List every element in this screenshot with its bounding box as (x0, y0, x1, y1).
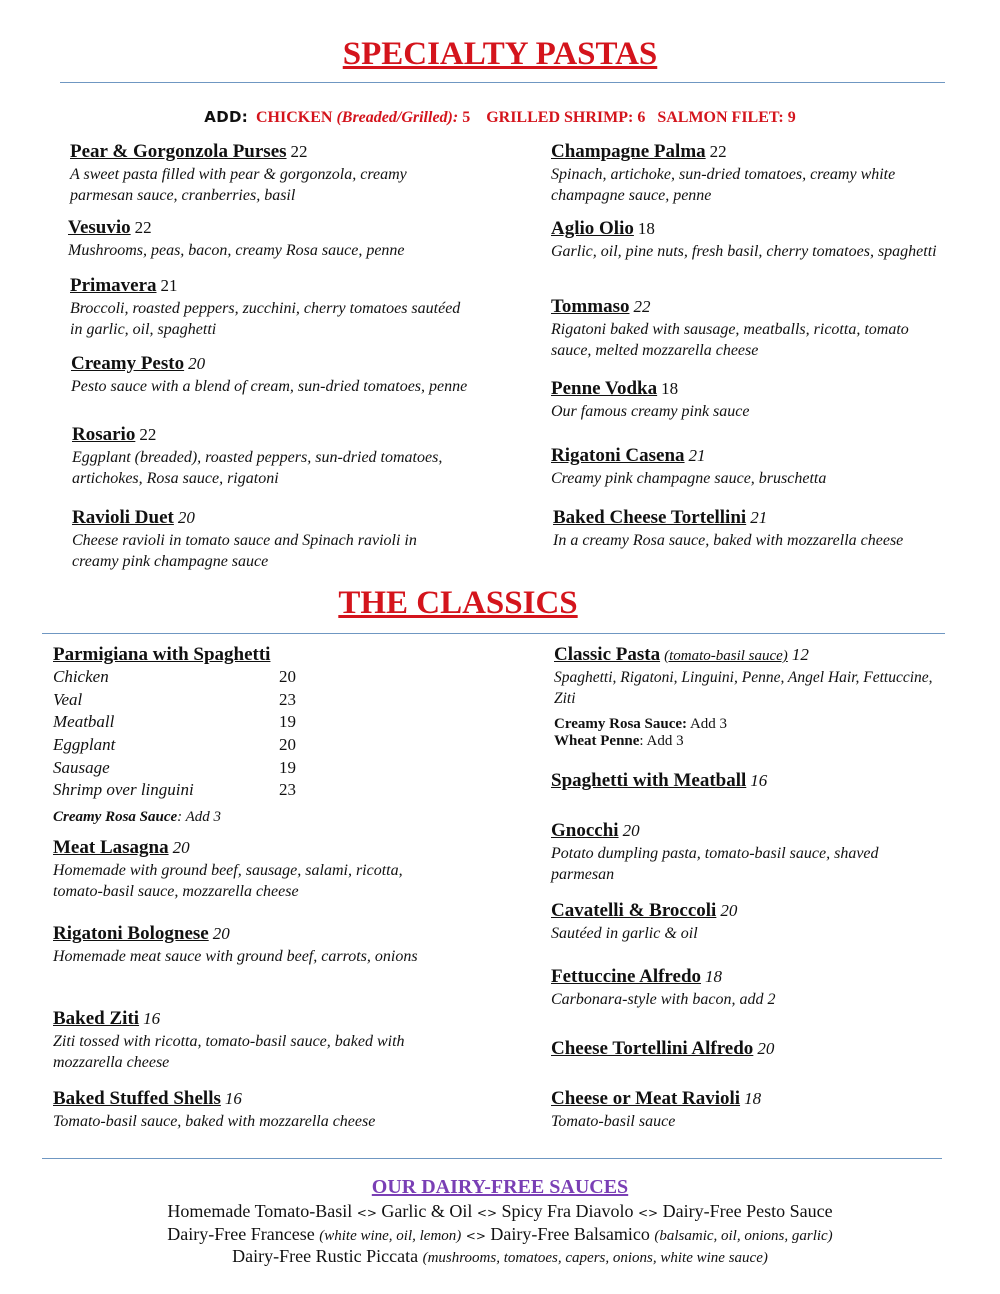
menu-item (553, 507, 953, 551)
item-desc: Spinach, artichoke, sun-dried tomatoes, creamy white champagne sauce, penne (551, 166, 896, 204)
item-price: 18 (744, 1089, 762, 1108)
row-price: 23 (279, 690, 296, 709)
menu-item (70, 275, 470, 340)
item-price: 18 (705, 967, 723, 986)
item-desc: Homemade meat sauce with ground beef, carrots, onions (53, 948, 418, 965)
row-label: Veal (53, 690, 83, 709)
sauce: Dairy-Free Pesto Sauce (662, 1201, 833, 1221)
item-name: Baked Ziti (53, 1008, 140, 1029)
menu-item (72, 424, 472, 489)
parmigiana-addon (53, 809, 221, 826)
row-label: Sausage (53, 758, 110, 777)
item-price: 16 (750, 771, 768, 790)
row-price: 23 (279, 780, 296, 799)
item-desc: In a creamy Rosa sauce, baked with mozzarella cheese (553, 532, 904, 549)
item-name: Fettuccine Alfredo (551, 966, 702, 987)
item-name: Primavera (70, 275, 157, 296)
sauce: Homemade Tomato-Basil (167, 1201, 353, 1221)
menu-item (68, 217, 468, 261)
item-desc: A sweet pasta filled with pear & gorgonzola, creamy parmesan sauce, cranberries, basil (70, 166, 407, 204)
parmigiana-row (53, 735, 313, 755)
menu-item (551, 445, 951, 489)
item-desc: Potato dumpling pasta, tomato-basil sauce, shaved parmesan (551, 845, 879, 883)
addon-value: : Add 3 (639, 733, 684, 749)
menu-item (71, 353, 471, 397)
sauce-note: (balsamic, oil, onions, garlic) (654, 1228, 833, 1244)
menu-item (551, 770, 951, 792)
menu-item (551, 820, 951, 885)
item-name: Classic Pasta (554, 644, 661, 665)
item-name: Spaghetti with Meatball (551, 770, 747, 791)
sauce: Garlic & Oil (381, 1201, 473, 1221)
item-price: 20 (188, 354, 206, 373)
parmigiana-row (53, 690, 313, 710)
specialty-title: SPECIALTY PASTAS (342, 36, 658, 72)
item-desc: Our famous creamy pink sauce (551, 403, 750, 420)
item-price: 16 (143, 1009, 161, 1028)
parmigiana-row (53, 667, 313, 687)
separator: <> (476, 1206, 497, 1220)
item-name: Rigatoni Bolognese (53, 923, 209, 944)
add-chicken-note: (Breaded/Grilled): (336, 109, 459, 126)
addon-label: Creamy Rosa Sauce (53, 809, 178, 825)
item-name: Champagne Palma (551, 141, 706, 162)
divider (42, 633, 945, 634)
menu-item (551, 900, 951, 944)
sauce-line (0, 1246, 1000, 1267)
item-price: 22 (139, 425, 157, 444)
item-price: 21 (688, 446, 706, 465)
item-name: Cheese or Meat Ravioli (551, 1088, 741, 1109)
item-desc: Broccoli, roasted peppers, zucchini, cherry tomatoes sautéed in garlic, oil, spaghetti (70, 300, 461, 338)
menu-item (551, 296, 951, 361)
sauce-note: (mushrooms, tomatoes, capers, onions, white wine sauce) (422, 1250, 768, 1266)
item-price: 20 (177, 508, 195, 527)
item-name: Meat Lasagna (53, 837, 169, 858)
item-desc: Creamy pink champagne sauce, bruschetta (551, 470, 827, 487)
item-desc: Sautéed in garlic & oil (551, 925, 698, 942)
parmigiana-title: Parmigiana with Spaghetti (53, 644, 271, 665)
item-desc: Pesto sauce with a blend of cream, sun-dried tomatoes, penne (71, 378, 468, 395)
separator: <> (638, 1206, 659, 1220)
menu-item (551, 218, 951, 262)
addon-label: Wheat Penne (554, 733, 640, 749)
row-label: Shrimp over linguini (53, 780, 194, 799)
menu-item (551, 378, 951, 422)
item-name: Pear & Gorgonzola Purses (70, 141, 287, 162)
add-chicken: CHICKEN (256, 109, 337, 126)
classic-pasta (554, 644, 934, 750)
item-desc: Tomato-basil sauce, baked with mozzarella cheese (53, 1113, 376, 1130)
sauce-line (0, 1201, 1000, 1222)
sauce-note: (white wine, oil, lemon) (319, 1228, 462, 1244)
add-label: ADD: (204, 108, 248, 126)
parmigiana-row (53, 758, 313, 778)
item-desc: Tomato-basil sauce (551, 1113, 676, 1130)
menu-item (551, 1038, 951, 1060)
sauce-line (0, 1224, 1000, 1245)
item-desc: Cheese ravioli in tomato sauce and Spinach ravioli in creamy pink champagne sauce (72, 532, 417, 570)
item-name: Creamy Pesto (71, 353, 185, 374)
sauce: Spicy Fra Diavolo (501, 1201, 634, 1221)
menu-item (72, 507, 472, 572)
row-label: Meatball (53, 712, 115, 731)
item-price: 20 (622, 821, 640, 840)
row-price: 20 (279, 735, 296, 754)
item-desc: Ziti tossed with ricotta, tomato-basil sauce, baked with mozzarella cheese (53, 1033, 405, 1071)
item-desc: Eggplant (breaded), roasted peppers, sun-dried tomatoes, artichokes, Rosa sauce, rigatoni (72, 449, 443, 487)
item-desc: Homemade with ground beef, sausage, salami, ricotta, tomato-basil sauce, mozzarella cheese (53, 862, 403, 900)
separator: <> (465, 1229, 486, 1243)
item-name: Baked Stuffed Shells (53, 1088, 221, 1109)
addon-value: : Add 3 (177, 809, 222, 825)
item-name: Penne Vodka (551, 378, 658, 399)
menu-item (53, 1008, 453, 1073)
divider (42, 1158, 942, 1159)
item-name: Baked Cheese Tortellini (553, 507, 747, 528)
add-salmon: SALMON FILET: 9 (657, 109, 796, 126)
parmigiana-row (53, 712, 313, 732)
item-name: Gnocchi (551, 820, 619, 841)
row-label: Eggplant (53, 735, 116, 754)
item-price: 18 (661, 379, 679, 398)
divider (60, 82, 945, 83)
item-desc: Spaghetti, Rigatoni, Linguini, Penne, Angel Hair, Fettuccine, Ziti (554, 669, 933, 707)
item-price: 20 (720, 901, 738, 920)
item-desc: Carbonara-style with bacon, add 2 (551, 991, 776, 1008)
menu-item (53, 1088, 453, 1132)
item-name: Rosario (72, 424, 136, 445)
row-price: 19 (279, 758, 296, 777)
item-name: Ravioli Duet (72, 507, 174, 528)
item-name: Tommaso (551, 296, 630, 317)
sauces-title: OUR DAIRY-FREE SAUCES (371, 1176, 629, 1198)
item-price: 21 (160, 276, 178, 295)
item-price: 22 (633, 297, 651, 316)
item-price: 12 (791, 645, 809, 664)
menu-item (551, 141, 951, 206)
row-label: Chicken (53, 667, 109, 686)
separator: <> (356, 1206, 377, 1220)
row-price: 20 (279, 667, 296, 686)
item-desc: Mushrooms, peas, bacon, creamy Rosa sauce, penne (68, 242, 405, 259)
add-shrimp: GRILLED SHRIMP: 6 (486, 109, 646, 126)
item-desc: Rigatoni baked with sausage, meatballs, ricotta, tomato sauce, melted mozzarella cheese (551, 321, 909, 359)
classics-title: THE CLASSICS (338, 585, 578, 621)
item-note: (tomato-basil sauce) (664, 648, 788, 664)
sauce: Dairy-Free Balsamico (490, 1224, 650, 1244)
item-price: 20 (212, 924, 230, 943)
item-name: Cheese Tortellini Alfredo (551, 1038, 754, 1059)
parmigiana-row (53, 780, 313, 800)
addon-value: Add 3 (687, 716, 728, 732)
menu-item (551, 1088, 951, 1132)
sauce: Dairy-Free Francese (167, 1224, 315, 1244)
row-price: 19 (279, 712, 296, 731)
item-name: Cavatelli & Broccoli (551, 900, 717, 921)
item-price: 20 (172, 838, 190, 857)
add-chicken-price: 5 (458, 109, 471, 126)
item-name: Rigatoni Casena (551, 445, 685, 466)
item-price: 22 (134, 218, 152, 237)
item-name: Aglio Olio (551, 218, 634, 239)
menu-item (53, 923, 453, 967)
item-name: Vesuvio (68, 217, 131, 238)
menu-item (53, 837, 453, 902)
item-price: 16 (224, 1089, 242, 1108)
item-desc: Garlic, oil, pine nuts, fresh basil, cherry tomatoes, spaghetti (551, 243, 937, 260)
addon-line (554, 716, 934, 733)
item-price: 22 (290, 142, 308, 161)
addon-label: Creamy Rosa Sauce: (554, 716, 688, 732)
addon-line (554, 733, 934, 750)
add-ons-line (0, 108, 1000, 127)
menu-item (551, 966, 951, 1010)
item-price: 18 (637, 219, 655, 238)
menu-item (70, 141, 470, 206)
item-price: 20 (757, 1039, 775, 1058)
item-price: 22 (709, 142, 727, 161)
item-price: 21 (750, 508, 768, 527)
sauce: Dairy-Free Rustic Piccata (232, 1246, 419, 1266)
